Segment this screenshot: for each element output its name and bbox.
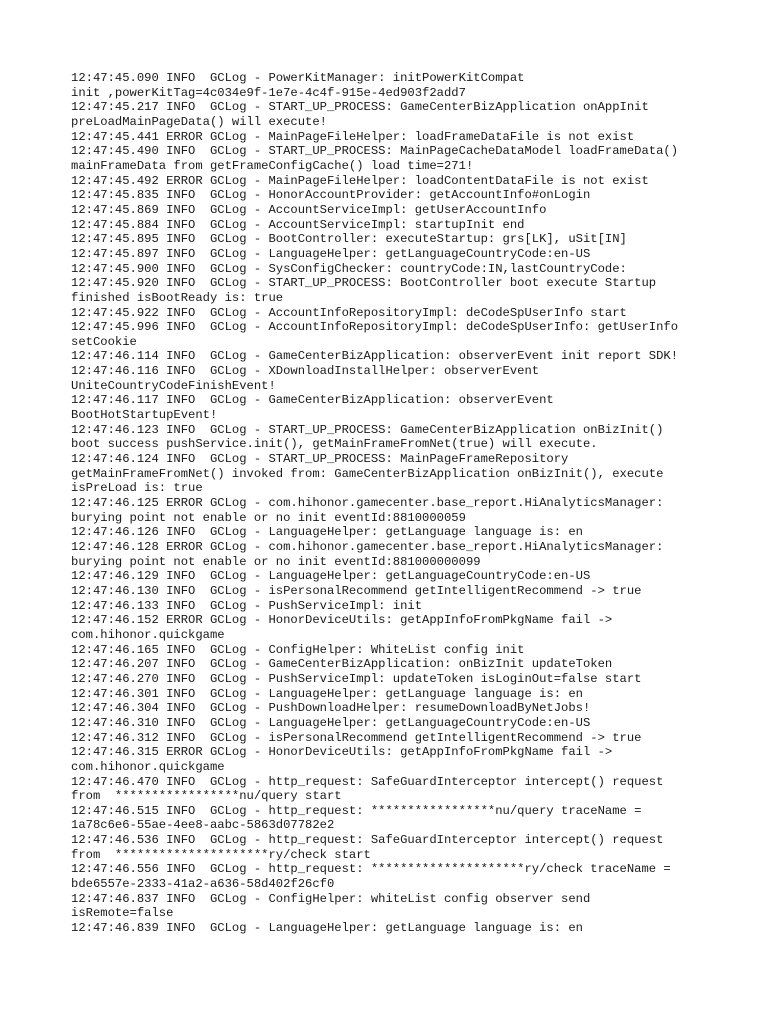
log-line: 12:47:45.492 ERROR GCLog - MainPageFileHelper: loadContentDataFile is not exist [71, 173, 649, 188]
log-line: 12:47:45.884 INFO GCLog - AccountServiceImpl: startupInit end [71, 217, 525, 232]
log-line: burying point not enable or no init eventId:8810000059 [71, 510, 466, 525]
log-line: 12:47:46.117 INFO GCLog - GameCenterBizApplication: observerEvent [71, 393, 554, 408]
log-line: 12:47:46.301 INFO GCLog - LanguageHelper: getLanguage language is: en [71, 686, 583, 701]
log-line: 12:47:46.114 INFO GCLog - GameCenterBizApplication: observerEvent init report SDK! [71, 349, 679, 364]
log-line: 12:47:45.090 INFO GCLog - PowerKitManager: initPowerKitCompat [71, 71, 525, 85]
log-line: 12:47:46.310 INFO GCLog - LanguageHelper: getLanguageCountryCode:en-US [71, 715, 591, 730]
log-line: 12:47:46.133 INFO GCLog - PushServiceImpl: init [71, 598, 423, 613]
log-line: 12:47:46.515 INFO GCLog - http_request: *****************nu/query traceName = [71, 803, 642, 818]
log-line: isPreLoad is: true [71, 481, 203, 496]
log-line: 12:47:46.129 INFO GCLog - LanguageHelper: getLanguageCountryCode:en-US [71, 569, 591, 584]
log-line: 12:47:45.217 INFO GCLog - START_UP_PROCESS: GameCenterBizApplication onAppInit [71, 100, 649, 115]
log-line: boot success pushService.init(), getMainFrameFromNet(true) will execute. [71, 437, 598, 452]
log-line: 12:47:46.128 ERROR GCLog - com.hihonor.gamecenter.base_report.HiAnalyticsManager: [71, 540, 664, 554]
log-line: com.hihonor.quickgame [71, 759, 225, 774]
log-document [71, 71, 711, 936]
log-line: isRemote=false [71, 906, 174, 921]
log-line: 12:47:45.900 INFO GCLog - SysConfigChecker: countryCode:IN,lastCountryCode: [71, 261, 627, 276]
log-line: setCookie [71, 334, 137, 349]
log-line: burying point not enable or no init eventId:881000000099 [71, 554, 481, 569]
log-line: 12:47:46.837 INFO GCLog - ConfigHelper: whiteList config observer send [71, 891, 591, 906]
log-line: 1a78c6e6-55ae-4ee8-aabc-5863d07782e2 [71, 818, 335, 833]
log-line: 12:47:46.207 INFO GCLog - GameCenterBizApplication: onBizInit updateToken [71, 657, 613, 672]
log-line: 12:47:46.165 INFO GCLog - ConfigHelper: WhiteList config init [71, 642, 525, 657]
log-line: 12:47:45.920 INFO GCLog - START_UP_PROCESS: BootController boot execute Startup [71, 276, 657, 291]
log-line: 12:47:45.922 INFO GCLog - AccountInfoRepositoryImpl: deCodeSpUserInfo start [71, 305, 627, 320]
log-line: 12:47:46.123 INFO GCLog - START_UP_PROCESS: GameCenterBizApplication onBizInit() [71, 422, 664, 437]
log-line: 12:47:45.897 INFO GCLog - LanguageHelper: getLanguageCountryCode:en-US [71, 246, 591, 261]
log-line: 12:47:45.490 INFO GCLog - START_UP_PROCESS: MainPageCacheDataModel loadFrameData() [71, 144, 679, 159]
log-line: preLoadMainPageData() will execute! [71, 114, 327, 129]
log-line: 12:47:45.869 INFO GCLog - AccountServiceImpl: getUserAccountInfo [71, 202, 547, 217]
log-line: BootHotStartupEvent! [71, 408, 218, 423]
log-line: 12:47:45.835 INFO GCLog - HonorAccountProvider: getAccountInfo#onLogin [71, 188, 591, 203]
log-line: UniteCountryCodeFinishEvent! [71, 378, 276, 393]
log-line: 12:47:46.130 INFO GCLog - isPersonalRecommend getIntelligentRecommend -> true [71, 583, 642, 598]
log-line: 12:47:45.441 ERROR GCLog - MainPageFileHelper: loadFrameDataFile is not exist [71, 129, 635, 144]
log-line: 12:47:46.470 INFO GCLog - http_request: SafeGuardInterceptor intercept() request [71, 774, 664, 789]
log-line: 12:47:46.312 INFO GCLog - isPersonalRecommend getIntelligentRecommend -> true [71, 730, 642, 745]
log-line: 12:47:46.116 INFO GCLog - XDownloadInstallHelper: observerEvent [71, 364, 540, 379]
log-line: 12:47:46.304 INFO GCLog - PushDownloadHelper: resumeDownloadByNetJobs! [71, 701, 591, 716]
log-line: 12:47:46.556 INFO GCLog - http_request: *********************ry/check traceName = [71, 862, 671, 877]
log-line: 12:47:46.839 INFO GCLog - LanguageHelper: getLanguage language is: en [71, 921, 583, 936]
log-line: 12:47:46.270 INFO GCLog - PushServiceImpl: updateToken isLoginOut=false start [71, 671, 642, 686]
log-line: 12:47:46.126 INFO GCLog - LanguageHelper: getLanguage language is: en [71, 525, 583, 540]
log-line: 12:47:46.125 ERROR GCLog - com.hihonor.gamecenter.base_report.HiAnalyticsManager: [71, 496, 664, 511]
log-line: mainFrameData from getFrameConfigCache() load time=271! [71, 158, 474, 173]
log-line: 12:47:46.315 ERROR GCLog - HonorDeviceUtils: getAppInfoFromPkgName fail -> [71, 745, 613, 760]
log-line: getMainFrameFromNet() invoked from: GameCenterBizApplication onBizInit(), execute [71, 466, 664, 481]
log-line: com.hihonor.quickgame [71, 627, 225, 642]
log-line: 12:47:46.536 INFO GCLog - http_request: SafeGuardInterceptor intercept() request [71, 833, 664, 848]
log-line: bde6557e-2333-41a2-a636-58d402f26cf0 [71, 877, 335, 892]
log-line: 12:47:45.895 INFO GCLog - BootController: executeStartup: grs[LK], uSit[IN] [71, 232, 627, 247]
log-line: 12:47:45.996 INFO GCLog - AccountInfoRepositoryImpl: deCodeSpUserInfo: getUserInfo [71, 320, 679, 335]
log-line: 12:47:46.152 ERROR GCLog - HonorDeviceUtils: getAppInfoFromPkgName fail -> [71, 613, 613, 628]
log-line: 12:47:46.124 INFO GCLog - START_UP_PROCESS: MainPageFrameRepository [71, 452, 569, 467]
log-line: init ,powerKitTag=4c034e9f-1e7e-4c4f-915e-4ed903f2add7 [71, 85, 466, 100]
log-line: finished isBootReady is: true [71, 290, 284, 305]
log-line: from *********************ry/check start [71, 847, 371, 862]
log-line: from *****************nu/query start [71, 789, 342, 804]
